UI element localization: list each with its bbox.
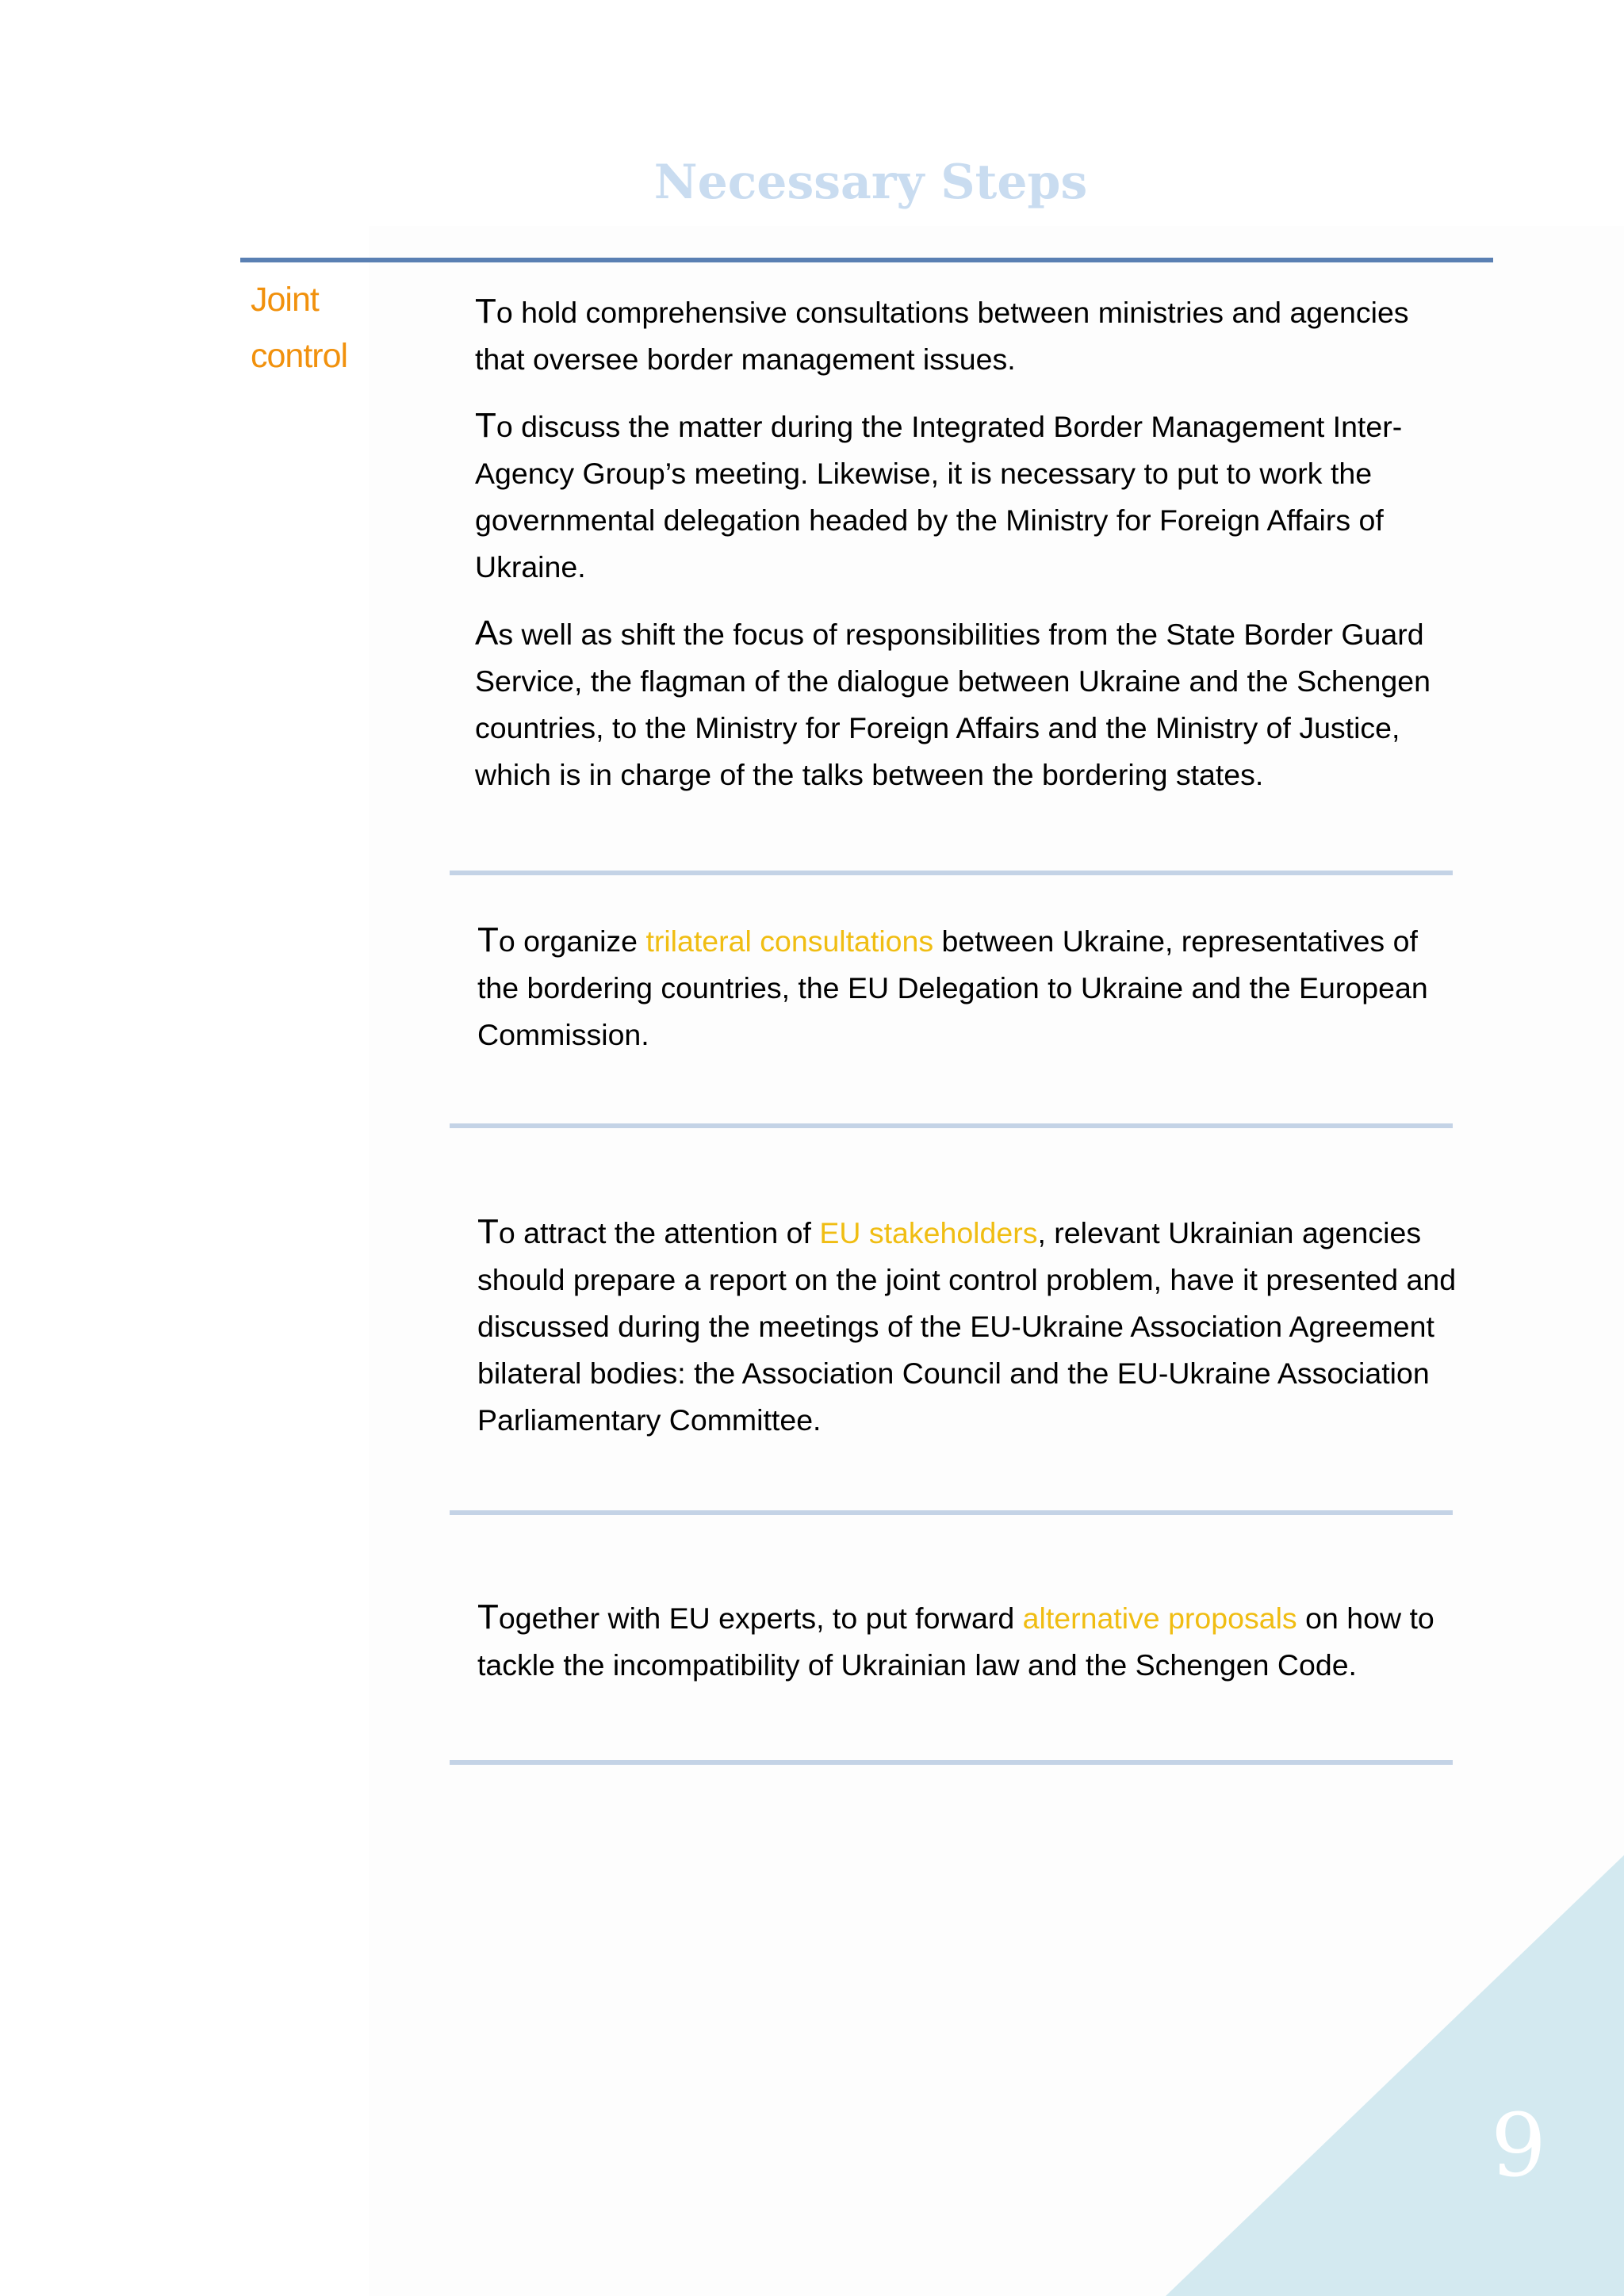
paragraph-text: o attract the attention of <box>498 1216 820 1249</box>
drop-letter: A <box>475 614 499 652</box>
drop-letter: T <box>477 1598 499 1636</box>
drop-letter: T <box>475 292 496 331</box>
paragraph-text: o discuss the matter during the Integrated Border Management Inter-Agency Group’s meeting. Likewise, it is necessary to put to work the governmental delegation headed by the Ministry for Foreign Affairs of Ukraine. <box>475 410 1403 584</box>
drop-letter: T <box>477 920 499 959</box>
step-paragraph <box>477 916 1461 1058</box>
page-number: 9 <box>1491 2095 1546 2196</box>
step-paragraph <box>475 288 1458 383</box>
section-divider <box>450 1510 1453 1515</box>
step-block-stakeholders <box>477 1208 1461 1463</box>
page-title: Necessary Steps <box>653 155 1088 210</box>
highlight-text: trilateral consultations <box>645 924 934 958</box>
step-paragraph <box>477 1208 1461 1444</box>
step-paragraph <box>475 402 1458 591</box>
paragraph-text: ogether with EU experts, to put forward <box>498 1601 1023 1635</box>
paragraph-text: on how to tackle the incompatibility of Ukrainian law and the Schengen Code. <box>477 1601 1434 1682</box>
drop-letter: T <box>477 1212 499 1251</box>
step-paragraph <box>475 610 1458 798</box>
section-divider <box>450 1760 1453 1765</box>
highlight-text: alternative proposals <box>1022 1601 1297 1635</box>
title-rule <box>240 258 1493 262</box>
step-block-consultations <box>475 288 1458 817</box>
section-divider <box>450 871 1453 875</box>
drop-letter: T <box>475 406 496 445</box>
paragraph-text: o hold comprehensive consultations between ministries and agencies that oversee border management issues. <box>475 296 1409 376</box>
step-paragraph <box>477 1594 1461 1689</box>
section-divider <box>450 1123 1453 1128</box>
step-block-proposals <box>477 1594 1461 1708</box>
paragraph-text: s well as shift the focus of responsibilities from the State Border Guard Service, the flagman of the dialogue between Ukraine and the Schengen countries, to the Ministry for Foreign Affairs and the Ministry of Justice, which is in charge of the talks between the bordering states. <box>475 618 1431 791</box>
paragraph-text: o organize <box>498 924 646 958</box>
highlight-text: EU stakeholders <box>819 1216 1038 1249</box>
step-block-trilateral <box>477 916 1461 1077</box>
paragraph-text: between Ukraine, representatives of the bordering countries, the EU Delegation to Ukraine and the European Commission. <box>477 924 1428 1051</box>
section-label: Joint control <box>251 281 348 375</box>
paragraph-text: , relevant Ukrainian agencies should prepare a report on the joint control problem, have it presented and discussed during the meetings of the EU-Ukraine Association Agreement bilateral bodies: the Association Council and the EU-Ukraine Association Parliamentary Committee. <box>477 1216 1457 1437</box>
